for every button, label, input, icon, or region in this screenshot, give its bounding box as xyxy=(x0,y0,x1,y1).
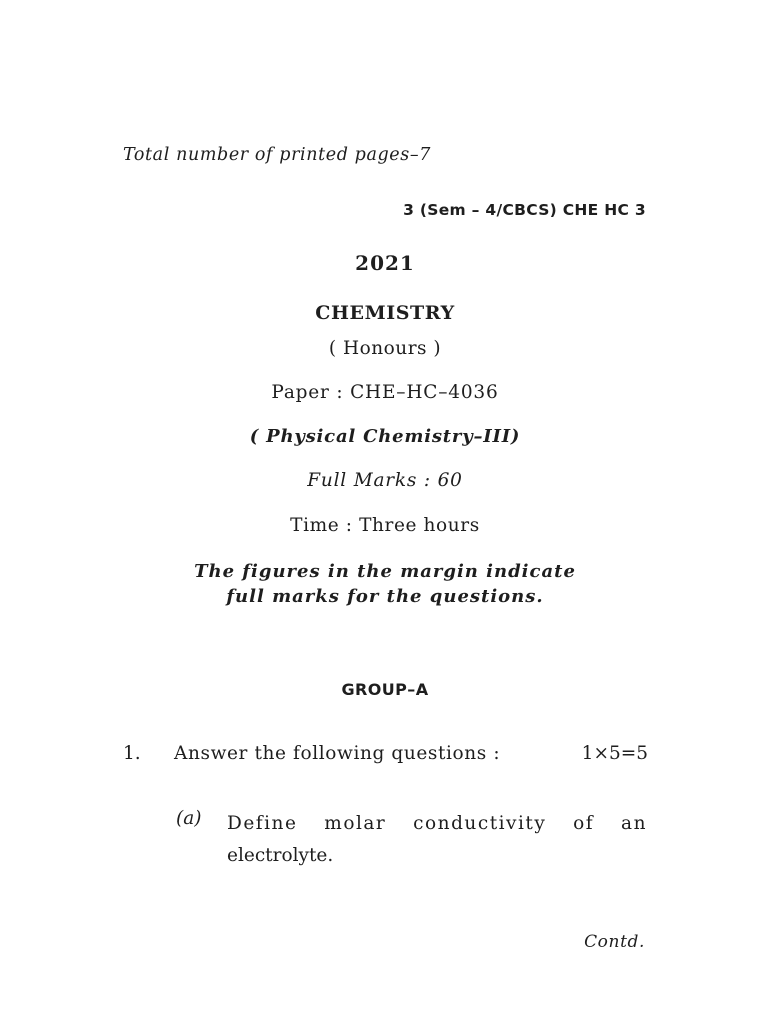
word: of xyxy=(573,813,595,834)
sub-question-text xyxy=(227,808,647,872)
word: molar xyxy=(324,813,387,834)
question-marks: 1×5=5 xyxy=(581,743,648,764)
instruction-line: full marks for the questions. xyxy=(226,586,544,607)
group-heading: GROUP–A xyxy=(341,680,429,699)
paper-number: Paper : CHE–HC–4036 xyxy=(271,382,499,403)
honours-label: ( Honours ) xyxy=(328,338,442,359)
instructions xyxy=(0,559,770,609)
exam-year: 2021 xyxy=(355,251,415,275)
word: Define xyxy=(227,813,298,834)
subject-title: CHEMISTRY xyxy=(315,302,455,324)
continued-note: Contd. xyxy=(584,932,645,952)
sub-question-line: electrolyte. xyxy=(227,845,334,866)
paper-title: ( Physical Chemistry–III) xyxy=(249,426,521,447)
question-number: 1. xyxy=(123,743,141,764)
word: an xyxy=(621,813,647,834)
printed-pages-note: Total number of printed pages–7 xyxy=(123,145,431,165)
time-allowed: Time : Three hours xyxy=(290,515,480,536)
sub-question-line xyxy=(227,808,647,840)
instruction-line: The figures in the margin indicate xyxy=(194,561,576,582)
question-text: Answer the following questions : xyxy=(174,743,501,764)
word: conductivity xyxy=(413,813,547,834)
sub-question-label: (a) xyxy=(176,808,202,829)
full-marks: Full Marks : 60 xyxy=(307,470,463,491)
paper-code: 3 (Sem – 4/CBCS) CHE HC 3 xyxy=(403,201,646,219)
